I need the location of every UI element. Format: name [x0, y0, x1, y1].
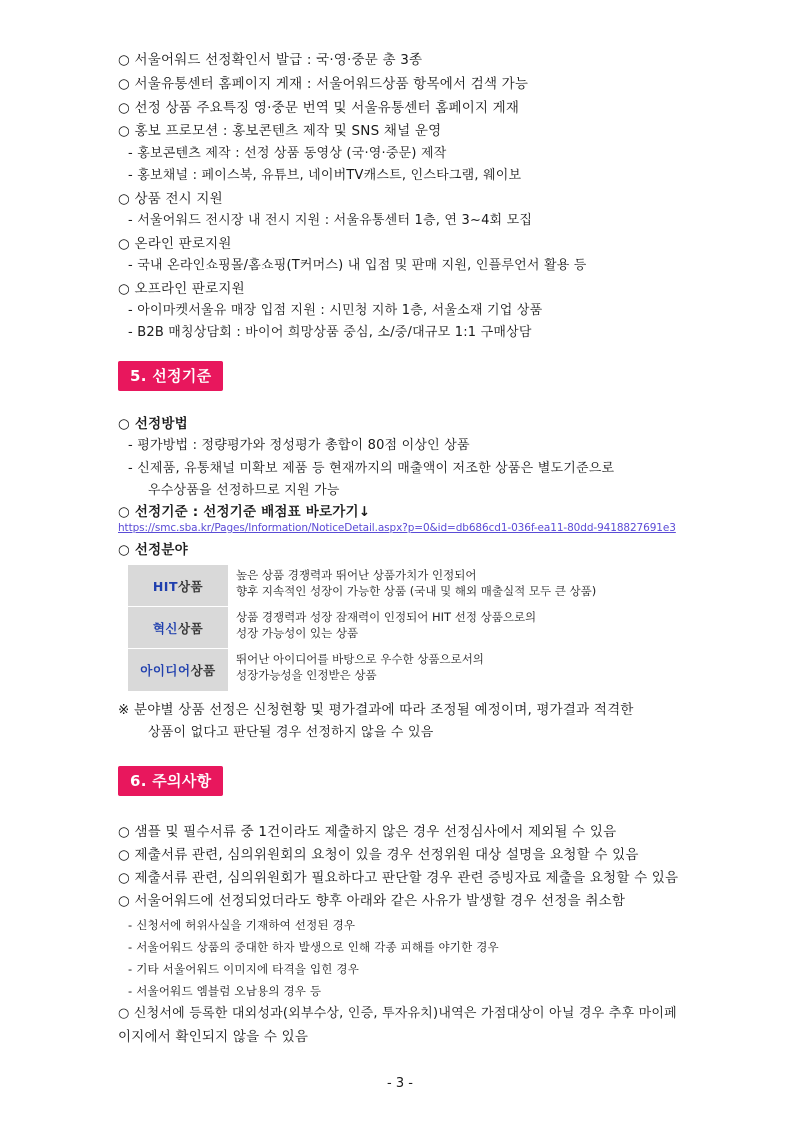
field-label-rest: 상품	[177, 579, 204, 594]
field-label-accent: 아이디어	[140, 663, 191, 678]
benefit-offline-b2b: - B2B 매칭상담회 : 바이어 희망상품 중심, 소/중/대규모 1:1 구매상담	[128, 325, 532, 340]
benefit-offline: ○ 오프라인 판로지원	[118, 281, 245, 297]
selection-method-2b: 우수상품을 선정하므로 지원 가능	[148, 483, 340, 498]
caution-sub-2: - 서울어워드 상품의 중대한 하자 발생으로 인해 각종 피해를 야기한 경우	[128, 940, 499, 954]
field-label-rest: 상품	[178, 621, 204, 636]
caution-sub-1: - 신청서에 허위사실을 기재하여 선정된 경우	[128, 918, 356, 932]
selection-method-heading: ○ 선정방법	[118, 416, 188, 432]
selection-field-heading: ○ 선정분야	[118, 542, 188, 558]
field-row-hit	[128, 564, 688, 606]
benefit-promotion: ○ 홍보 프로모션 : 홍보콘텐츠 제작 및 SNS 채널 운영	[118, 123, 442, 139]
field-desc-line: 높은 상품 경쟁력과 뛰어난 상품가치가 인정되어	[236, 568, 477, 582]
field-label-accent: HIT	[152, 578, 178, 594]
field-label-rest: 상품	[190, 663, 216, 678]
criteria-link[interactable]: https://smc.sba.kr/Pages/Information/NoticeDetail.aspx?p=0&id=db686cd1-036f-ea11-80dd-9418827691e3	[118, 522, 676, 534]
caution-4: ○ 서울어워드에 선정되었더라도 향후 아래와 같은 사유가 발생할 경우 선정을 취소함	[118, 893, 626, 909]
field-label-idea	[128, 648, 228, 691]
field-desc-line: 향후 지속적인 성장이 가능한 상품 (국내 및 해외 매출실적 모두 큰 상품)	[236, 584, 597, 598]
section5-title: 5. 선정기준	[118, 361, 223, 391]
field-desc-idea	[236, 651, 484, 683]
field-desc-line: 뛰어난 아이디어를 바탕으로 우수한 상품으로서의	[236, 652, 484, 666]
field-desc-line: 성장 가능성이 있는 상품	[236, 626, 359, 640]
benefit-promotion-content: - 홍보콘텐츠 제작 : 선정 상품 동영상 (국·영·중문) 제작	[128, 146, 447, 161]
benefit-homepage: ○ 서울유통센터 홈페이지 게재 : 서울어워드상품 항목에서 검색 가능	[118, 76, 529, 92]
selection-criteria-heading: ○ 선정기준 : 선정기준 배점표 바로가기↓	[118, 504, 371, 520]
benefit-translation: ○ 선정 상품 주요특징 영·중문 번역 및 서울유통센터 홈페이지 게재	[118, 100, 520, 116]
field-desc-hit	[236, 567, 596, 599]
selection-method-2: - 신제품, 유통채널 미확보 제품 등 현재까지의 매출액이 저조한 상품은 별도기준으로	[128, 461, 615, 476]
benefit-certificate: ○ 서울어워드 선정확인서 발급 : 국·영·중문 총 3종	[118, 52, 423, 68]
field-label-hit	[128, 564, 228, 607]
caution-2: ○ 제출서류 관련, 심의위원회의 요청이 있을 경우 선정위원 대상 설명을 요청할 수 있음	[118, 847, 639, 863]
page-number: - 3 -	[387, 1076, 413, 1091]
benefit-exhibition-detail: - 서울어워드 전시장 내 전시 지원 : 서울유통센터 1층, 연 3~4회 모집	[128, 213, 533, 228]
field-desc-innovation	[236, 609, 536, 641]
benefit-exhibition: ○ 상품 전시 지원	[118, 191, 223, 207]
selection-field-table	[128, 564, 688, 690]
section6-title: 6. 주의사항	[118, 766, 223, 796]
benefit-online-detail: - 국내 온라인쇼핑몰/홈쇼핑(T커머스) 내 입점 및 판매 지원, 인플루언서 활용 등	[128, 258, 587, 273]
benefit-offline-store: - 아이마켓서울유 매장 입점 지원 : 시민청 지하 1층, 서울소재 기업 상품	[128, 303, 543, 318]
field-desc-line: 성장가능성을 인정받은 상품	[236, 668, 377, 682]
caution-5-line-1: ○ 신청서에 등록한 대외성과(외부수상, 인증, 투자유치)내역은 가점대상이 아닐 경우 추후 마이페	[118, 1006, 677, 1021]
caution-sub-4: - 서울어워드 엠블럼 오남용의 경우 등	[128, 984, 322, 998]
selection-note-2: 상품이 없다고 판단될 경우 선정하지 않을 수 있음	[148, 725, 434, 740]
field-row-innovation	[128, 606, 688, 648]
selection-method-1: - 평가방법 : 정량평가와 정성평가 총합이 80점 이상인 상품	[128, 438, 470, 453]
caution-5-line-2: 이지에서 확인되지 않을 수 있음	[118, 1029, 309, 1045]
field-desc-line: 상품 경쟁력과 성장 잠재력이 인정되어 HIT 선정 상품으로의	[236, 610, 537, 624]
field-label-innovation	[128, 606, 228, 649]
benefit-online: ○ 온라인 판로지원	[118, 236, 232, 252]
caution-sub-3: - 기타 서울어워드 이미지에 타격을 입힌 경우	[128, 962, 360, 976]
benefit-promotion-channels: - 홍보채널 : 페이스북, 유튜브, 네이버TV캐스트, 인스타그램, 웨이보	[128, 168, 522, 183]
field-row-idea	[128, 648, 688, 690]
caution-3: ○ 제출서류 관련, 심의위원회가 필요하다고 판단할 경우 관련 증빙자료 제출을 요청할 수 있음	[118, 870, 679, 886]
field-label-accent: 혁신	[152, 621, 178, 636]
selection-note-1: ※ 분야별 상품 선정은 신청현황 및 평가결과에 따라 조정될 예정이며, 평가결과 적격한	[118, 702, 634, 718]
caution-1: ○ 샘플 및 필수서류 중 1건이라도 제출하지 않은 경우 선정심사에서 제외될 수 있음	[118, 824, 617, 840]
